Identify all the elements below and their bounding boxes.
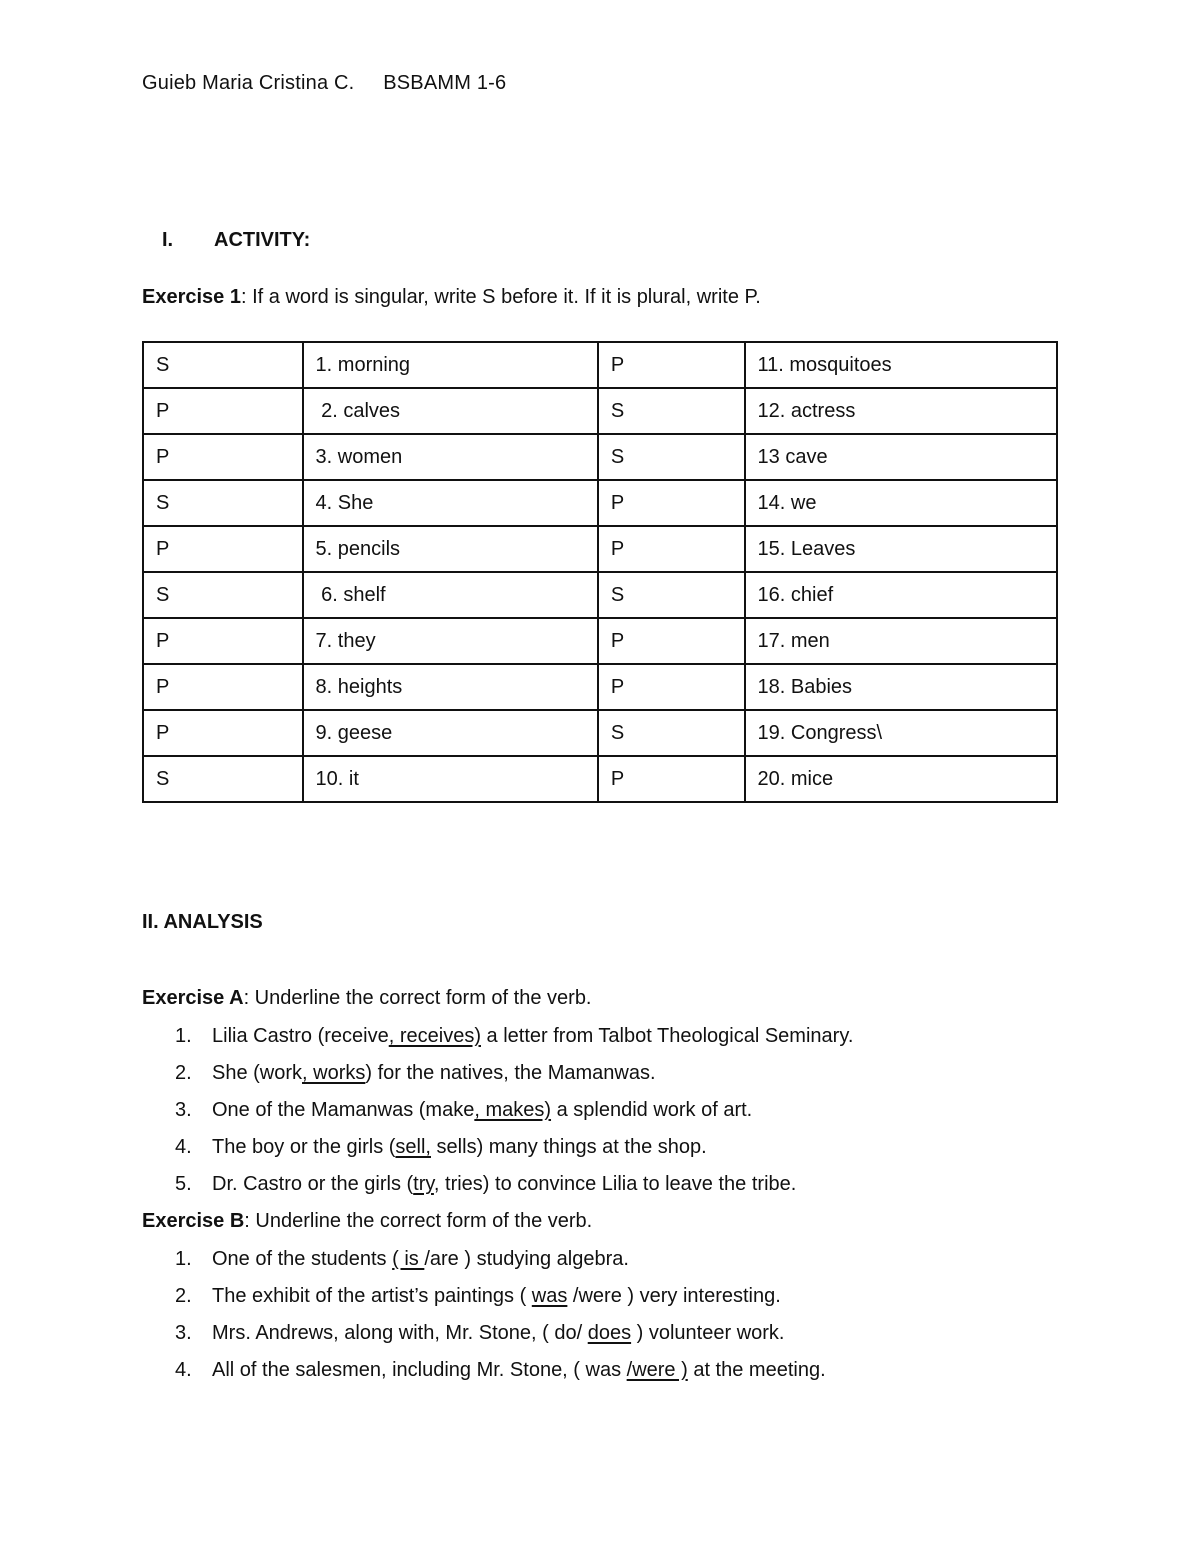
sentence-text: One of the students xyxy=(212,1248,393,1270)
word-cell: 3. women xyxy=(303,434,598,480)
exercise-b-instruction xyxy=(142,1210,592,1233)
table-row xyxy=(143,572,1057,618)
list-item xyxy=(142,1284,826,1321)
underlined-answer: does xyxy=(587,1322,632,1344)
answer-cell: P xyxy=(598,480,745,526)
list-item xyxy=(142,1321,826,1358)
word-cell: 17. men xyxy=(745,618,1057,664)
sentence-text: Mrs. Andrews, along with, Mr. Stone, ( do/ xyxy=(212,1322,588,1344)
answer-cell: P xyxy=(598,342,745,388)
word-cell: 15. Leaves xyxy=(745,526,1057,572)
list-item xyxy=(142,1061,853,1098)
answer-cell: P xyxy=(598,756,745,802)
sentence-text: She (work xyxy=(212,1062,303,1084)
exercise-text: : If a word is singular, write S before it. If it is plural, write P. xyxy=(240,286,761,308)
word-cell: 6. shelf xyxy=(303,572,598,618)
underlined-answer: , makes) xyxy=(474,1099,552,1121)
word-cell: 12. actress xyxy=(745,388,1057,434)
word-cell: 10. it xyxy=(303,756,598,802)
underlined-answer: sell, xyxy=(395,1136,431,1158)
word-cell: 18. Babies xyxy=(745,664,1057,710)
word-cell: 11. mosquitoes xyxy=(745,342,1057,388)
item-number: 3. xyxy=(175,1322,192,1344)
underlined-answer: was xyxy=(531,1285,568,1307)
page-header: Guieb Maria Cristina C. BSBAMM 1-6 xyxy=(142,72,507,94)
word-cell: 16. chief xyxy=(745,572,1057,618)
answer-cell: S xyxy=(143,756,303,802)
answer-cell: S xyxy=(143,342,303,388)
exercise-label: Exercise 1 xyxy=(142,286,241,308)
item-number: 4. xyxy=(175,1136,192,1158)
underlined-answer: /were ) xyxy=(626,1359,688,1381)
item-number: 2. xyxy=(175,1062,192,1084)
exercise-a-instruction xyxy=(142,987,592,1010)
answer-cell: P xyxy=(598,526,745,572)
table-row xyxy=(143,710,1057,756)
sentence-text: The exhibit of the artist’s paintings ( xyxy=(212,1285,532,1307)
item-number: 3. xyxy=(175,1099,192,1121)
word-cell: 14. we xyxy=(745,480,1057,526)
list-item xyxy=(142,1135,853,1172)
exercise-label: Exercise B xyxy=(142,1210,245,1232)
item-number: 4. xyxy=(175,1359,192,1381)
word-cell: 1. morning xyxy=(303,342,598,388)
answer-cell: P xyxy=(143,388,303,434)
word-cell: 2. calves xyxy=(303,388,598,434)
table-row xyxy=(143,526,1057,572)
section-title: ACTIVITY: xyxy=(214,229,311,251)
answer-cell: P xyxy=(143,710,303,756)
underlined-answer: , receives) xyxy=(388,1025,481,1047)
exercise-text: : Underline the correct form of the verb. xyxy=(243,987,592,1009)
table-row xyxy=(143,342,1057,388)
list-item xyxy=(142,1024,853,1061)
section-heading-analysis: II. ANALYSIS xyxy=(142,911,263,933)
item-number: 1. xyxy=(175,1025,192,1047)
word-cell: 13 cave xyxy=(745,434,1057,480)
word-cell: 4. She xyxy=(303,480,598,526)
underlined-answer: , works xyxy=(302,1062,366,1084)
list-item xyxy=(142,1358,826,1395)
sentence-text: /are ) studying algebra. xyxy=(424,1248,629,1270)
sentence-text: sells) many things at the shop. xyxy=(431,1136,707,1158)
sentence-text: All of the salesmen, including Mr. Stone, ( was xyxy=(212,1359,627,1381)
sentence-text: ) for the natives, the Mamanwas. xyxy=(365,1062,656,1084)
table-row xyxy=(143,664,1057,710)
word-cell: 9. geese xyxy=(303,710,598,756)
answer-cell: S xyxy=(598,710,745,756)
answer-cell: S xyxy=(143,572,303,618)
sentence-text: Dr. Castro or the girls ( xyxy=(212,1173,414,1195)
answer-cell: S xyxy=(598,434,745,480)
sentence-text: a splendid work of art. xyxy=(551,1099,753,1121)
sentence-text: Lilia Castro (receive xyxy=(212,1025,389,1047)
answer-cell: S xyxy=(143,480,303,526)
word-cell: 5. pencils xyxy=(303,526,598,572)
table-row xyxy=(143,434,1057,480)
sentence-text: , tries) to convince Lilia to leave the tribe. xyxy=(433,1173,797,1195)
word-cell: 20. mice xyxy=(745,756,1057,802)
list-item xyxy=(142,1247,826,1284)
exercise-b-list xyxy=(142,1247,826,1395)
item-number: 5. xyxy=(175,1173,192,1195)
answer-cell: P xyxy=(143,526,303,572)
answer-cell: P xyxy=(143,664,303,710)
answer-cell: P xyxy=(598,664,745,710)
underlined-answer: ( is xyxy=(392,1248,425,1270)
answer-cell: S xyxy=(598,572,745,618)
section-heading-activity xyxy=(142,229,310,252)
answer-cell: S xyxy=(598,388,745,434)
singular-plural-table xyxy=(142,341,1058,803)
sentence-text: /were ) very interesting. xyxy=(567,1285,781,1307)
sentence-text: a letter from Talbot Theological Seminary. xyxy=(480,1025,854,1047)
exercise-a-list xyxy=(142,1024,853,1209)
table-row xyxy=(143,480,1057,526)
table-row xyxy=(143,388,1057,434)
exercise-1-instruction xyxy=(142,286,761,309)
section-number: I. xyxy=(162,229,174,251)
answer-cell: P xyxy=(143,434,303,480)
underlined-answer: try xyxy=(413,1173,434,1195)
exercise-label: Exercise A xyxy=(142,987,244,1009)
list-item xyxy=(142,1172,853,1209)
word-cell: 8. heights xyxy=(303,664,598,710)
item-number: 1. xyxy=(175,1248,192,1270)
list-item xyxy=(142,1098,853,1135)
sentence-text: at the meeting. xyxy=(687,1359,826,1381)
exercise-text: : Underline the correct form of the verb. xyxy=(244,1210,593,1232)
word-cell: 7. they xyxy=(303,618,598,664)
answer-cell: P xyxy=(598,618,745,664)
word-cell: 19. Congress\ xyxy=(745,710,1057,756)
sentence-text: ) volunteer work. xyxy=(631,1322,785,1344)
table-row xyxy=(143,618,1057,664)
sentence-text: The boy or the girls ( xyxy=(212,1136,396,1158)
sentence-text: One of the Mamanwas (make xyxy=(212,1099,475,1121)
answer-cell: P xyxy=(143,618,303,664)
table-row xyxy=(143,756,1057,802)
item-number: 2. xyxy=(175,1285,192,1307)
